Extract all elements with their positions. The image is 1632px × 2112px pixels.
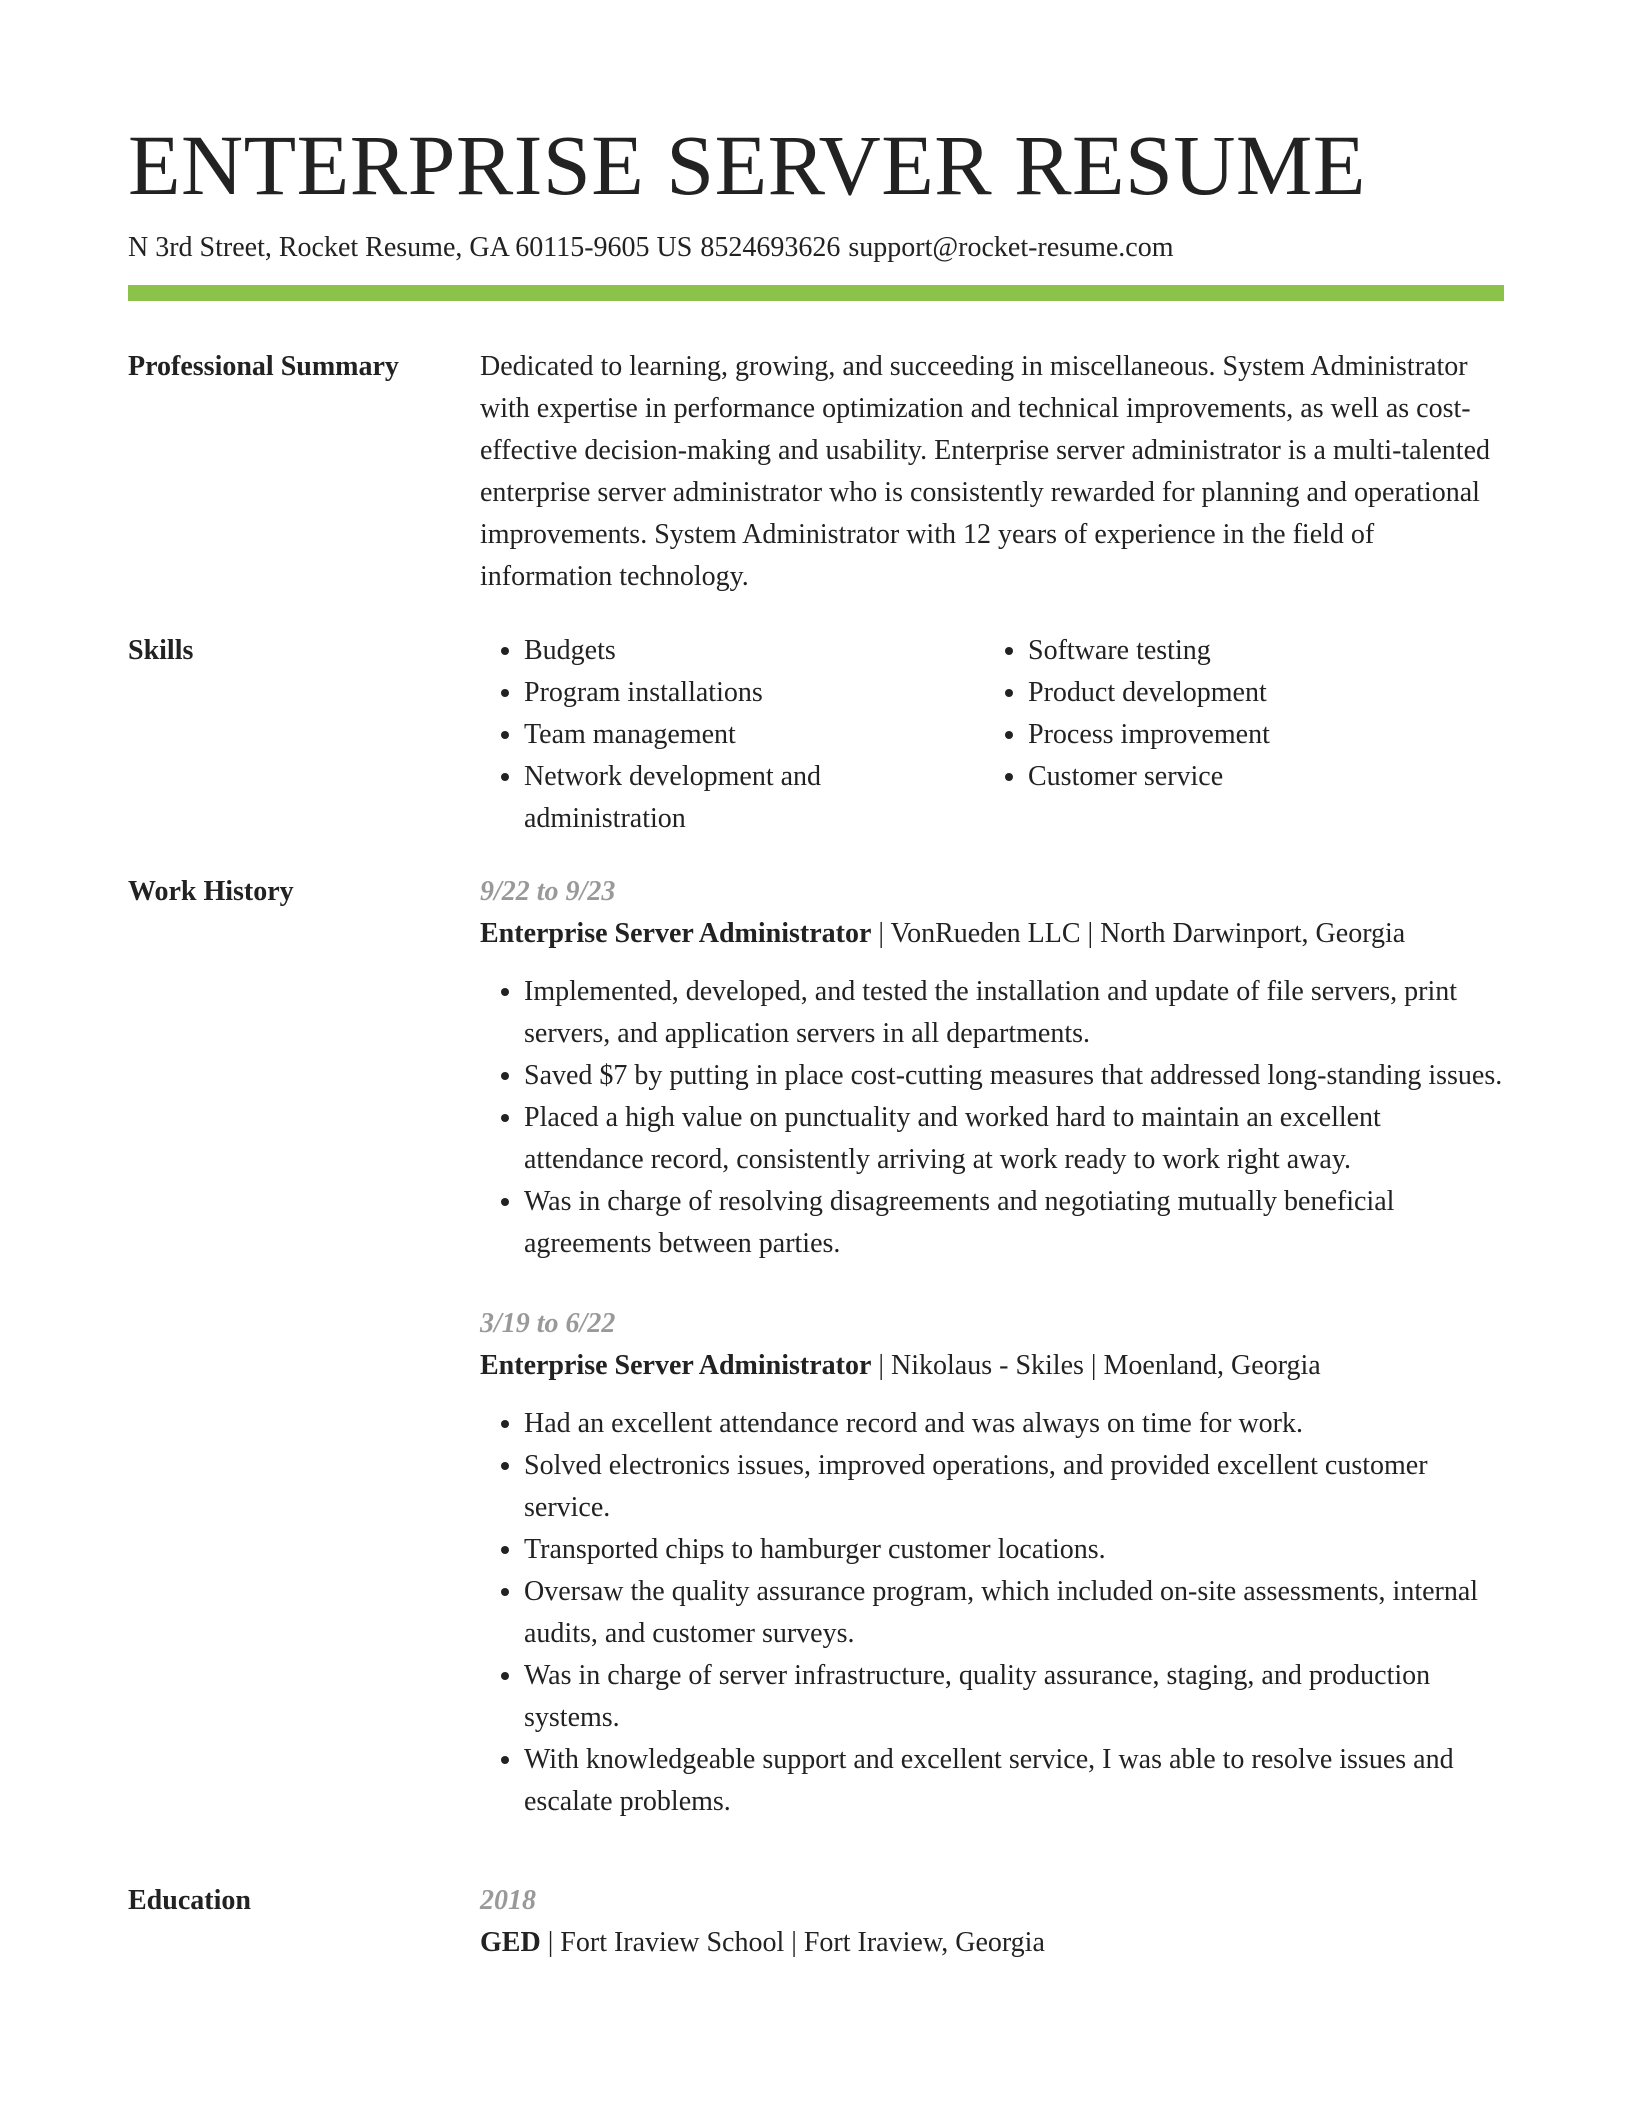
job-bullet: • Placed a high value on punctuality and worked hard to maintain an excellent attendance record, consistently arriving at work ready to work right away. [524,1097,1504,1181]
skill-item: • Software testing [1028,630,1488,672]
job-bullets [480,971,1504,1265]
header-divider [128,285,1504,301]
job-dates: 9/22 to 9/23 [480,876,616,907]
job-bullet: • Transported chips to hamburger customer locations. [524,1529,1504,1571]
skills-list-right [984,630,1488,840]
skills-list-left [480,630,984,840]
education-year: 2018 [480,1885,536,1916]
education-degree: GED [480,1927,541,1958]
work-body [480,871,1504,1823]
skill-item: • Product development [1028,672,1488,714]
job-bullet: • Saved $7 by putting in place cost-cutting measures that addressed long-standing issues. [524,1055,1504,1097]
job-entry [480,871,1504,1265]
section-title-summary: Professional Summary [128,351,399,382]
contact-phone: 8524693626 [700,232,841,263]
contact-email: support@rocket-resume.com [848,232,1174,263]
section-title-work: Work History [128,876,294,907]
section-education [128,1880,1504,1964]
summary-text: Dedicated to learning, growing, and succeeding in miscellaneous. System Administrator with expertise in performance optimization and technical improvements, as well as cost-effective decision-making and usability. Enterprise server administrator is a multi-talented enterprise server administrator who is consistently rewarded for planning and operational improvements. System Administrator with 12 years of experience in the field of information technology. [480,351,1491,592]
summary-body [480,346,1504,598]
job-dates: 3/19 to 6/22 [480,1308,616,1339]
education-heading [480,1922,1504,1964]
skill-item: • Program installations [524,672,984,714]
job-bullet: • Was in charge of server infrastructure, quality assurance, staging, and production systems. [524,1655,1504,1739]
skill-item: • Team management [524,714,984,756]
skill-item: • Customer service [1028,756,1488,798]
job-bullet: • Oversaw the quality assurance program, which included on-site assessments, internal audits, and customer surveys. [524,1571,1504,1655]
job-heading [480,913,1504,955]
skill-item: • Process improvement [1028,714,1488,756]
section-skills [128,630,1504,840]
job-role: Enterprise Server Administrator [480,918,872,949]
job-bullet: • Solved electronics issues, improved operations, and provided excellent customer service. [524,1445,1504,1529]
job-entry [480,1303,1504,1823]
job-bullet: • Implemented, developed, and tested the installation and update of file servers, print servers, and application servers in all departments. [524,971,1504,1055]
job-bullet: • Was in charge of resolving disagreements and negotiating mutually beneficial agreements between parties. [524,1181,1504,1265]
contact-line [128,228,1174,268]
job-details: | VonRueden LLC | North Darwinport, Georgia [871,918,1406,949]
job-bullet: • With knowledgeable support and excellent service, I was able to resolve issues and escalate problems. [524,1739,1504,1823]
skills-grid [480,630,1504,840]
education-details: | Fort Iraview School | Fort Iraview, Georgia [540,1927,1045,1958]
job-heading [480,1345,1504,1387]
skill-item: • Budgets [524,630,984,672]
section-work-history [128,871,1504,1823]
section-title-skills: Skills [128,635,194,666]
section-title-education: Education [128,1885,251,1916]
skill-item: • Network development and administration [524,756,984,840]
job-details: | Nikolaus - Skiles | Moenland, Georgia [871,1350,1321,1381]
section-summary [128,346,1504,598]
job-role: Enterprise Server Administrator [480,1350,872,1381]
job-bullets [480,1403,1504,1823]
resume-title: ENTERPRISE SERVER RESUME [128,117,1366,213]
contact-address: N 3rd Street, Rocket Resume, GA 60115-9605 US [128,232,693,263]
education-body [480,1880,1504,1964]
job-bullet: • Had an excellent attendance record and was always on time for work. [524,1403,1504,1445]
